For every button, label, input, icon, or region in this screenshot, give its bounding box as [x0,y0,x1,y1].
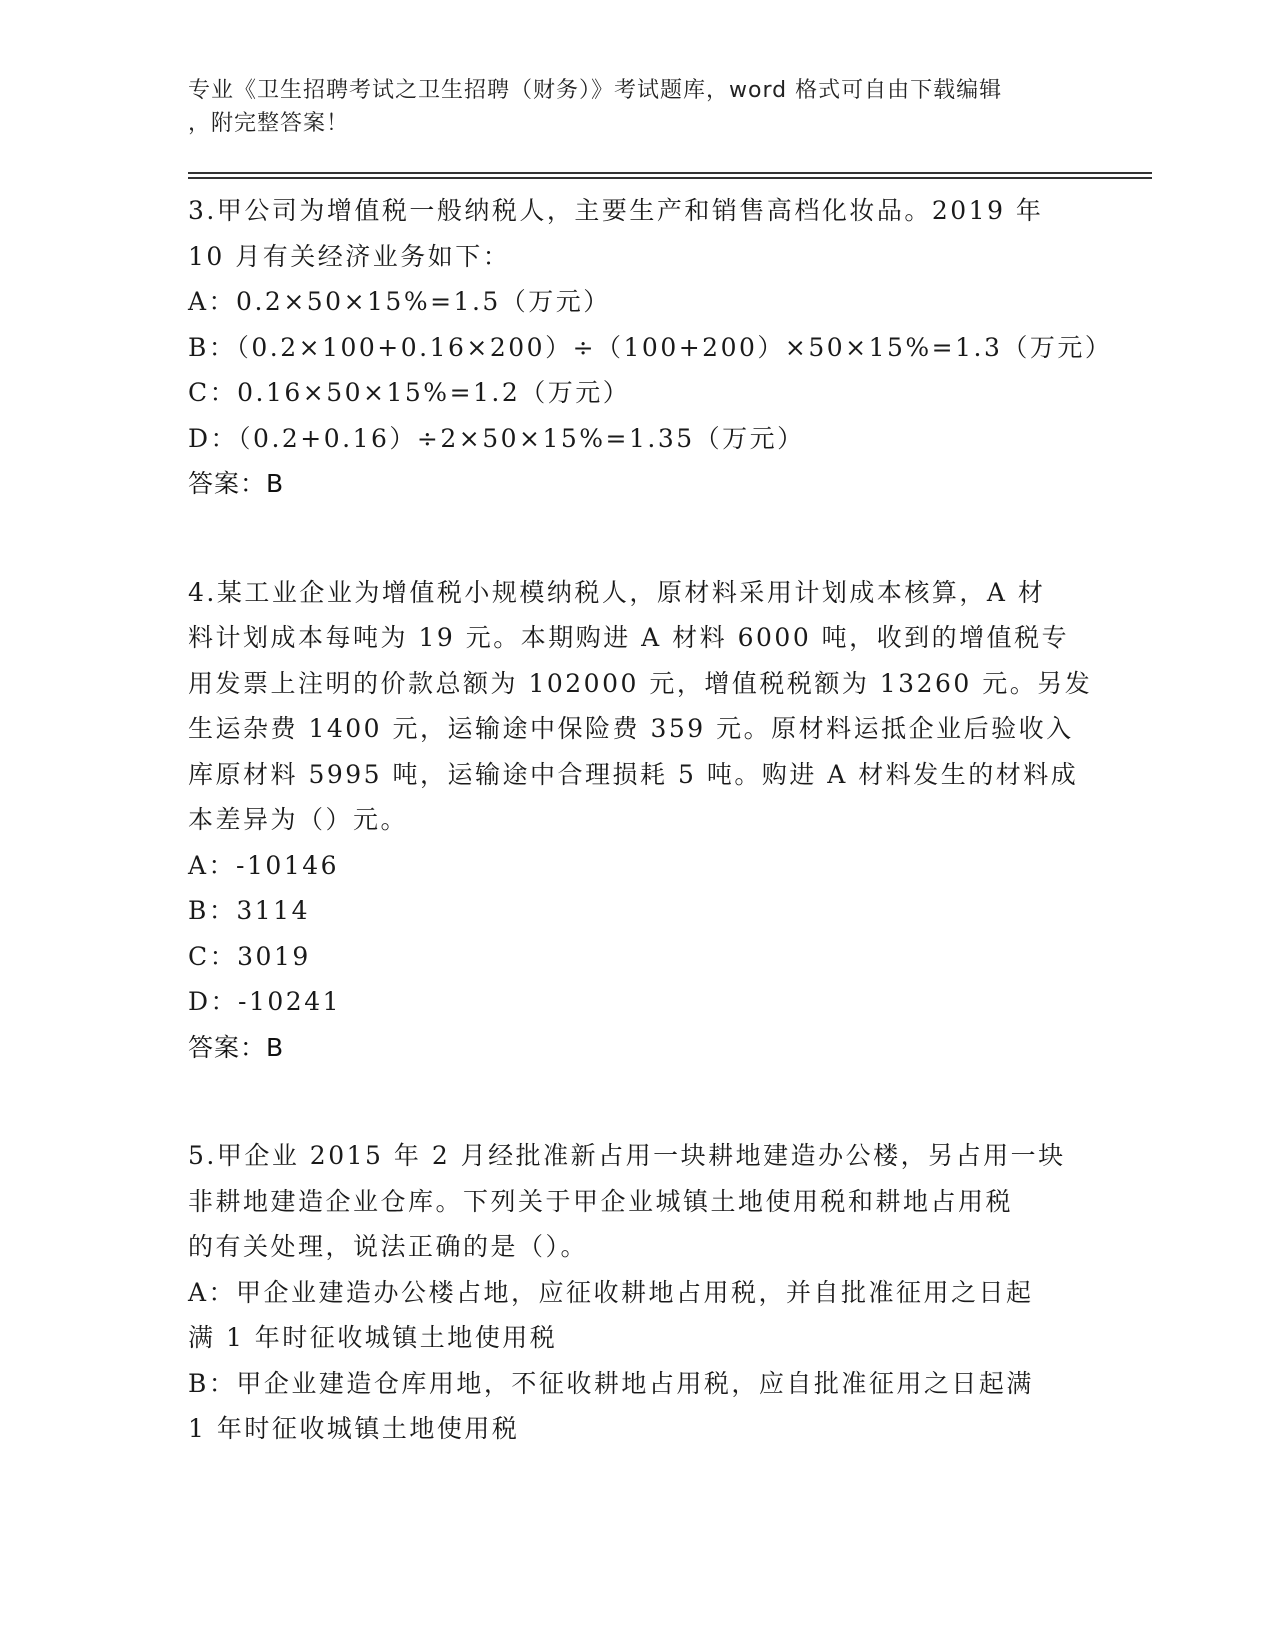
question-4 [188,570,1093,1071]
question-stem-line: 库原材料 5995 吨，运输途中合理损耗 5 吨。购进 A 材料发生的材料成 [188,759,1079,789]
option-a: A：甲企业建造办公楼占地，应征收耕地占用税，并自批准征用之日起 [188,1277,1034,1307]
option-d: D：（0.2+0.16）÷2×50×15%=1.35（万元） [188,423,805,453]
question-list [188,188,1113,1452]
header-line-1: 专业《卫生招聘考试之卫生招聘（财务）》考试题库，word 格式可自由下载编辑 [188,78,1003,103]
answer-text: 答案：B [188,1032,285,1062]
question-stem-line: 本差异为（）元。 [188,805,409,834]
answer-text: 答案：B [188,469,285,498]
question-stem-line: 5.甲企业 2015 年 2 月经批准新占用一块耕地建造办公楼，另占用一块 [188,1141,1066,1170]
question-3 [188,188,1113,507]
document-header [188,74,1088,140]
option-a: A：0.2×50×15%=1.5（万元） [188,287,611,316]
option-c: C：3019 [188,941,311,971]
option-b: B：甲企业建造仓库用地，不征收耕地占用税，应自批准征用之日起满 [188,1368,1034,1398]
option-d: D：-10241 [188,987,342,1016]
question-5 [188,1133,1088,1452]
question-stem-line: 生运杂费 1400 元，运输途中保险费 359 元。原材料运抵企业后验收入 [188,714,1074,743]
question-stem-line: 用发票上注明的价款总额为 102000 元，增值税税额为 13260 元。另发 [188,668,1093,698]
option-b: B：3114 [188,896,310,925]
question-stem-line: 3.甲公司为增值税一般纳税人，主要生产和销售高档化妆品。2019 年 [188,196,1044,225]
question-stem-line: 非耕地建造企业仓库。下列关于甲企业城镇土地使用税和耕地占用税 [188,1186,1014,1216]
option-c: C：0.16×50×15%=1.2（万元） [188,378,631,407]
header-divider-top [188,172,1152,174]
option-a: A：-10146 [188,850,340,880]
question-stem-line: 的有关处理，说法正确的是（）。 [188,1232,589,1261]
question-stem-line: 料计划成本每吨为 19 元。本期购进 A 材料 6000 吨，收到的增值税专 [188,623,1070,652]
question-spacer [188,507,1088,570]
question-stem-line: 4.某工业企业为增值税小规模纳税人，原材料采用计划成本核算，A 材 [188,577,1046,607]
question-spacer [188,1070,1088,1133]
option-b: B：（0.2×100+0.16×200）÷（100+200）×50×15%=1.3（万元） [188,332,1113,362]
question-stem-line: 10 月有关经济业务如下： [188,241,511,271]
header-divider-bottom [188,177,1152,179]
option-a-continued: 满 1 年时征收城镇土地使用税 [188,1323,558,1352]
header-line-2: ，附完整答案！ [188,111,350,136]
option-b-continued: 1 年时征收城镇土地使用税 [188,1414,520,1443]
